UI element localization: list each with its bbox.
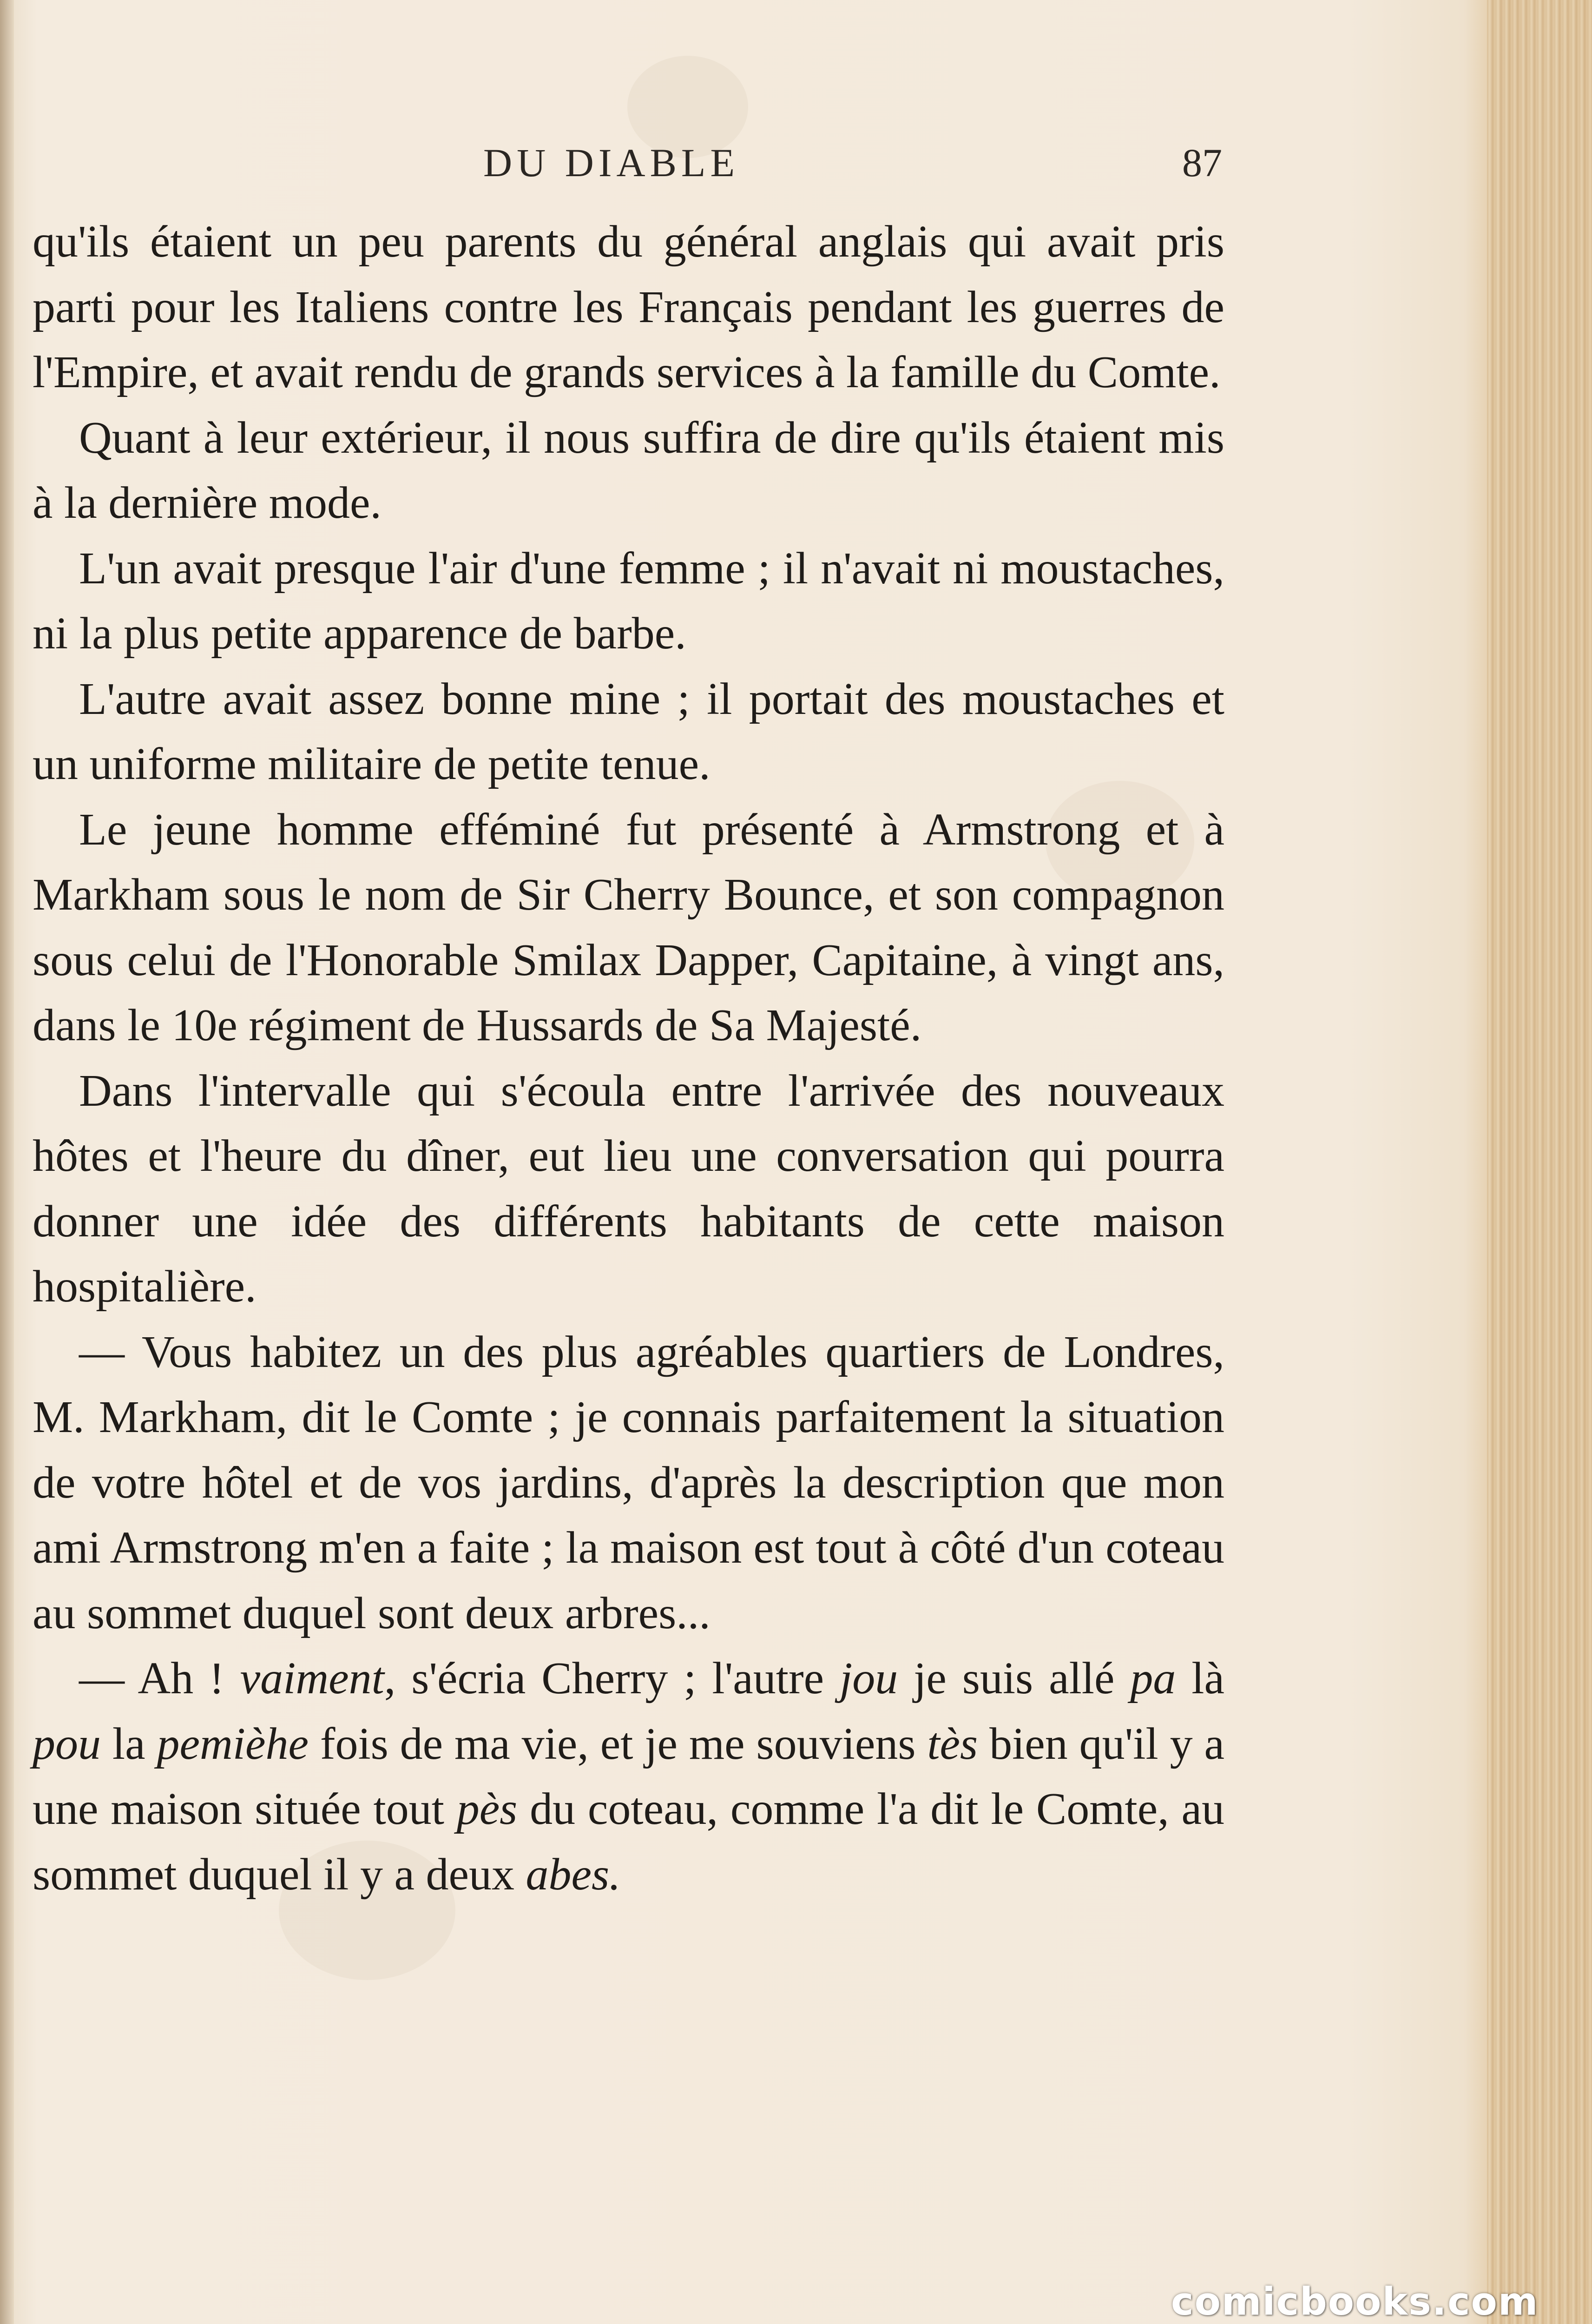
- paragraph: [33, 536, 1224, 667]
- page-header: [33, 139, 1222, 191]
- italic-text: jou: [839, 1653, 898, 1703]
- paragraph: [33, 1058, 1224, 1320]
- text-segment: qu'ils étaient un peu parents du général anglais qui avait pris parti pour les Italiens contre les Français pendant les guerres de l'Empire, et avait rendu de grands services à la famille du Comte.: [33, 217, 1224, 397]
- text-segment: L'autre avait assez bonne mine ; il portait des moustaches et un uniforme militaire de petite tenue.: [33, 673, 1224, 789]
- text-segment: Dans l'intervalle qui s'écoula entre l'arrivée des nouveaux hôtes et l'heure du dîner, eut lieu une conversation qui pourra donner une idée des différents habitants de cette maison hospitalière.: [33, 1065, 1224, 1312]
- text-segment: Quant à leur extérieur, il nous suffira de dire qu'ils étaient mis à la dernière mode.: [33, 412, 1224, 528]
- italic-text: pa: [1130, 1653, 1176, 1703]
- paragraph: [33, 1646, 1224, 1907]
- page-gutter-shadow: [0, 0, 14, 2324]
- watermark-logo: comicbooks.com: [1171, 2280, 1539, 2324]
- paragraph: [33, 209, 1224, 405]
- italic-text: vaiment: [240, 1653, 384, 1703]
- text-segment: Le jeune homme efféminé fut présenté à Armstrong et à Markham sous le nom de Sir Cherry Bounce, et son compagnon sous celui de l'Honorable Smilax Dapper, Capitaine, à vingt ans, dans le 10e régiment de Hussards de Sa Majesté.: [33, 804, 1224, 1050]
- paragraph: [33, 1320, 1224, 1646]
- text-segment: la: [101, 1718, 157, 1769]
- paragraph: [33, 405, 1224, 536]
- paragraph: [33, 797, 1224, 1058]
- page-edge-stack: [1487, 0, 1592, 2324]
- paragraph: [33, 667, 1224, 797]
- text-segment: — Ah !: [79, 1653, 240, 1703]
- text-segment: L'un avait presque l'air d'une femme ; il n'avait ni moustaches, ni la plus petite apparence de barbe.: [33, 543, 1224, 659]
- text-segment: là: [1176, 1653, 1225, 1703]
- text-segment: bien qu'il y a une maison située tout: [33, 1718, 1224, 1834]
- text-segment: fois de ma vie, et je me souviens: [308, 1718, 928, 1769]
- text-segment: — Vous habitez un des plus agréables quartiers de Londres, M. Markham, dit le Comte ; je connais parfaitement la situation de votre hôtel et de vos jardins, d'après la description que mon ami Armstrong m'en a faite ; la maison est tout à côté d'un coteau au sommet duquel sont deux arbres...: [33, 1327, 1224, 1638]
- text-segment: du coteau, comme l'a dit le Comte, au sommet duquel il y a deux: [33, 1784, 1224, 1900]
- page-number: 87: [1182, 140, 1222, 185]
- italic-text: pou: [33, 1718, 101, 1769]
- italic-text: pès: [456, 1784, 518, 1834]
- text-segment: je suis allé: [898, 1653, 1131, 1703]
- italic-text: tès: [927, 1718, 978, 1769]
- italic-text: pemièhe: [157, 1718, 309, 1769]
- running-head: DU DIABLE: [483, 140, 739, 185]
- text-segment: , s'écria Cherry ; l'autre: [384, 1653, 840, 1703]
- italic-text: abes.: [526, 1849, 621, 1900]
- body-text: [33, 209, 1224, 1907]
